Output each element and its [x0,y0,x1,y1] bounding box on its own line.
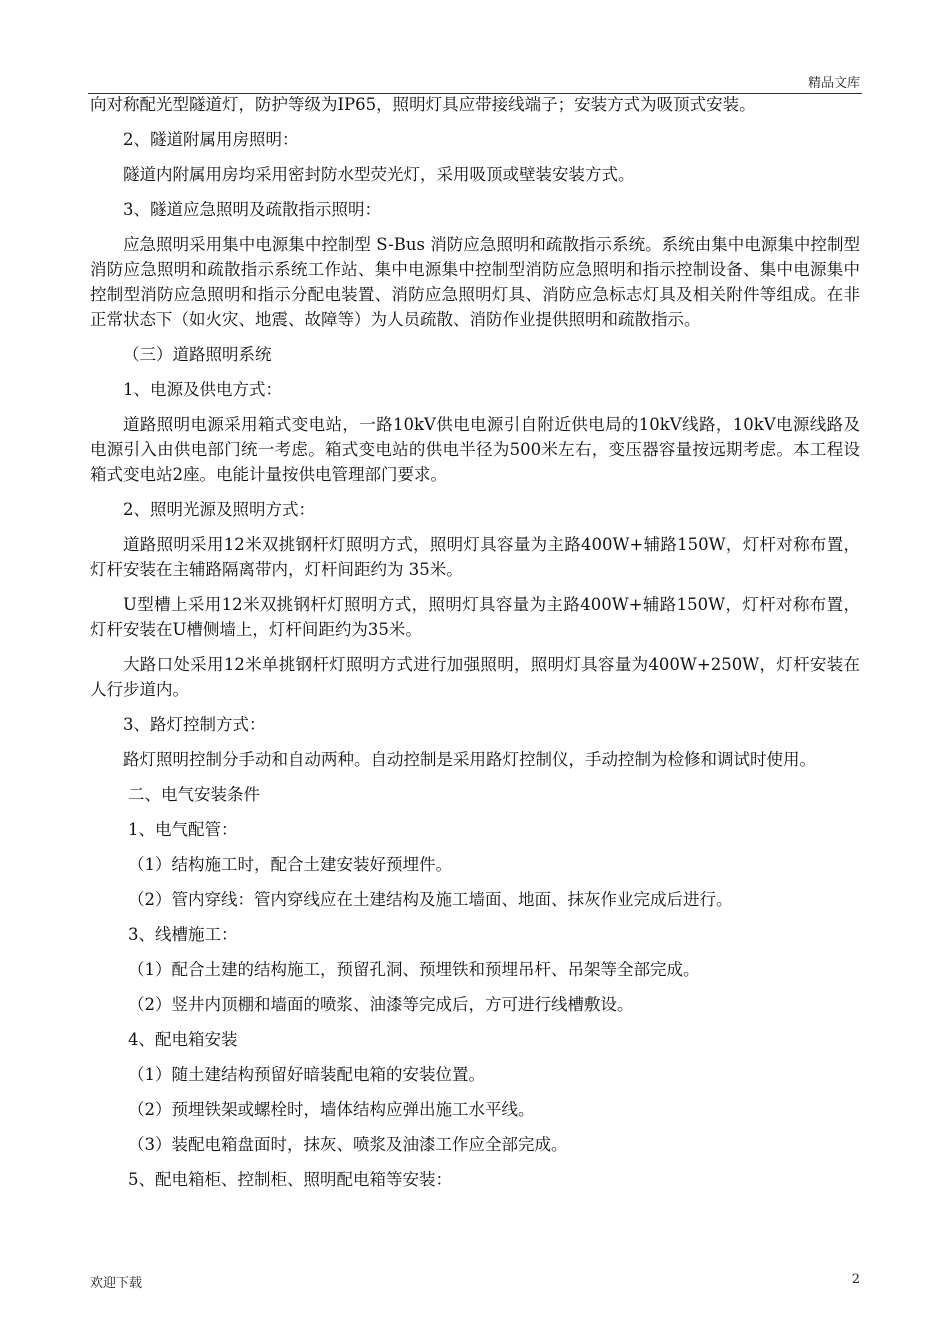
section-heading: 二、电气安装条件 [128,785,260,804]
subheading: 5、配电箱柜、控制柜、照明配电箱等安装： [128,1170,452,1189]
subheading: 3、线槽施工： [128,925,238,944]
subheading: 3、路灯控制方式： [123,715,266,734]
paragraph: 路灯照明控制分手动和自动两种。自动控制是采用路灯控制仪，手动控制为检修和调试时使用。 [123,750,816,769]
paragraph: 道路照明采用12米双挑钢杆灯照明方式，照明灯具容量为主路400W+辅路150W，灯杆对称布置，灯杆安装在主辅路隔离带内，灯杆间距约为 35米。 [90,535,860,579]
subheading: 4、配电箱安装 [128,1030,238,1049]
paragraph: 应急照明采用集中电源集中控制型 S-Bus 消防应急照明和疏散指示系统。系统由集中电源集中控制型消防应急照明和疏散指示系统工作站、集中电源集中控制型消防应急照明和指示控制设备、集中电源集中控制型消防应急照明和指示分配电装置、消防应急照明灯具、消防应急标志灯具及相关附件等组成。在非正常状态下（如火灾、地震、故障等）为人员疏散、消防作业提供照明和疏散指示。 [90,235,860,329]
subheading: 1、电源及供电方式： [123,380,282,399]
header-label: 精品文库 [807,76,860,91]
paragraph: 道路照明电源采用箱式变电站，一路10kV供电电源引自附近供电局的10kV线路，10kV电源线路及电源引入由供电部门统一考虑。箱式变电站的供电半径为500米左右，变压器容量按远期考虑。本工程设箱式变电站2座。电能计量按供电管理部门要求。 [90,415,860,484]
list-item: （2）预埋铁架或螺栓时，墙体结构应弹出施工水平线。 [128,1100,535,1119]
subheading: 3、隧道应急照明及疏散指示照明： [123,200,381,219]
subheading: 2、照明光源及照明方式： [123,500,315,519]
subheading: 1、电气配管： [128,820,238,839]
list-item: （2）竖井内顶棚和墙面的喷浆、油漆等完成后，方可进行线槽敷设。 [128,995,634,1014]
list-item: （3）装配电箱盘面时，抹灰、喷浆及油漆工作应全部完成。 [128,1135,568,1154]
page-number: 2 [851,1272,860,1287]
subheading: 2、隧道附属用房照明： [123,130,299,149]
list-item: （1）结构施工时，配合土建安装好预埋件。 [128,855,452,874]
paragraph: U型槽上采用12米双挑钢杆灯照明方式，照明灯具容量为主路400W+辅路150W，灯杆对称布置，灯杆安装在U槽侧墙上，灯杆间距约为35米。 [90,595,860,639]
footer-label: 欢迎下载 [90,1276,143,1291]
list-item: （1）配合土建的结构施工，预留孔洞、预埋铁和预埋吊杆、吊架等全部完成。 [128,960,700,979]
section-heading: （三）道路照明系统 [123,345,272,364]
paragraph: 大路口处采用12米单挑钢杆灯照明方式进行加强照明，照明灯具容量为400W+250W，灯杆安装在人行步道内。 [90,655,860,699]
list-item: （1）随土建结构预留好暗装配电箱的安装位置。 [128,1065,485,1084]
document-body [90,92,860,1202]
paragraph: 隧道内附属用房均采用密封防水型荧光灯，采用吸顶或壁装安装方式。 [123,165,635,184]
list-item: （2）管内穿线：管内穿线应在土建结构及施工墙面、地面、抹灰作业完成后进行。 [128,890,733,909]
paragraph: 向对称配光型隧道灯，防护等级为IP65，照明灯具应带接线端子；安装方式为吸顶式安装。 [90,95,756,114]
